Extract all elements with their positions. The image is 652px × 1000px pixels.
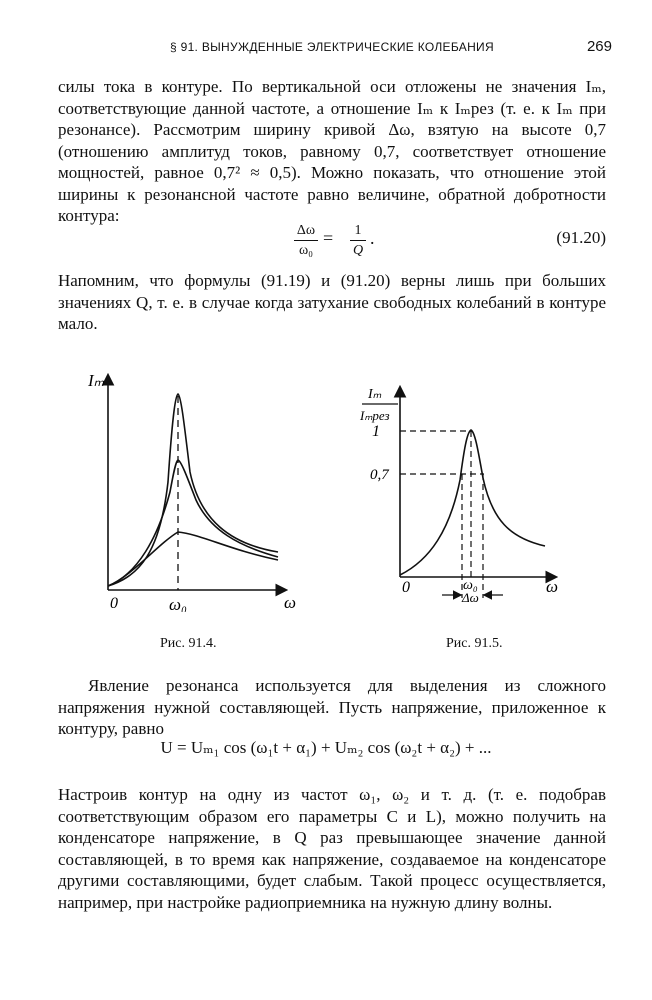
equation-period: . [370, 228, 375, 248]
paragraph-1: силы тока в контуре. По вертикальной оси отложены не значения Iₘ, соответствующие данной частоте, а отношение Iₘ к Iₘрез (т. е. к Iₘ при резонансе). Рассмотрим ширину кривой Δω, взятую на высоте 0,7 (отношению амплитуд токов, равному 0,7, соответствует отношение мощностей, равное 0,7² ≈ 0,5). Можно показать, что отношение этой ширины к резонансной частоте равно величине, обратной добротности контура: [58, 77, 606, 225]
fraction-bar [350, 240, 366, 241]
resonance-curve-high-q [108, 394, 278, 586]
figure-91-4 [80, 362, 310, 612]
page-number: 269 [586, 38, 612, 55]
delta-omega-label: Δω [462, 590, 479, 605]
origin-label: 0 [402, 579, 410, 596]
y-axis-label: Iₘ [88, 371, 105, 390]
fraction-delta-omega [294, 222, 318, 259]
running-header [90, 40, 612, 62]
omega0-tick-label: ω₀ [463, 578, 478, 593]
resonance-curve-mid-q [108, 460, 278, 586]
figure-91-5 [350, 370, 575, 610]
fraction-bar [294, 240, 318, 241]
fraction-denominator: ω₀ [298, 243, 314, 258]
fraction-one-over-q [350, 222, 366, 259]
tick-1-label: 1 [372, 423, 380, 440]
fraction-numerator: 1 [354, 223, 362, 238]
omega0-tick-label: ω₀ [169, 595, 187, 612]
equals-sign: = [323, 228, 334, 248]
y-label-denominator: Iₘрез [360, 408, 390, 423]
x-axis-label: ω [284, 593, 297, 612]
equation-91-20 [0, 218, 652, 262]
paragraph-3 [58, 675, 606, 740]
paragraph-2: Напомним, что формулы (91.19) и (91.20) верны лишь при больших значениях Q, т. е. в случае когда затухание свободных колебаний в контуре мало. [58, 271, 606, 333]
y-label-numerator: Iₘ [368, 387, 382, 402]
section-title: § 91. ВЫНУЖДЕННЫЕ ЭЛЕКТРИЧЕСКИЕ КОЛЕБАНИЯ [170, 40, 494, 54]
figure-91-4-caption: Рис. 91.4. [160, 636, 217, 651]
resonance-curve-low-q [108, 532, 278, 586]
figure-91-5-caption: Рис. 91.5. [446, 636, 503, 651]
fraction-numerator: Δω [296, 223, 316, 238]
equation-voltage-sum: U = Uₘ₁ cos (ω₁t + α₁) + Uₘ₂ cos (ω₂t + α₂) + ... [160, 738, 492, 757]
equation-number: (91.20) [556, 228, 606, 247]
fraction-denominator: Q [352, 243, 364, 258]
origin-label: 0 [110, 595, 118, 612]
x-axis-label: ω [546, 577, 559, 596]
normalized-resonance-curve [400, 430, 545, 575]
paragraph-3-text: Явление резонанса используется для выделения из сложного напряжения нужной составляющей. Пусть напряжение, приложенное к контуру, равно [58, 676, 606, 738]
tick-07-label: 0,7 [370, 467, 389, 483]
paragraph-4: Настроив контур на одну из частот ω₁, ω₂ и т. д. (т. е. подобрав соответствующим образом его параметры C и L), можно получить на конденсаторе напряжение, в Q раз превышающее значение данной составляющей, в то время как напряжение, создаваемое на конденсаторе другими составляющими, будет слабым. Такой процесс осуществляется, например, при настройке радиоприемника на нужную длину волны. [58, 785, 606, 912]
